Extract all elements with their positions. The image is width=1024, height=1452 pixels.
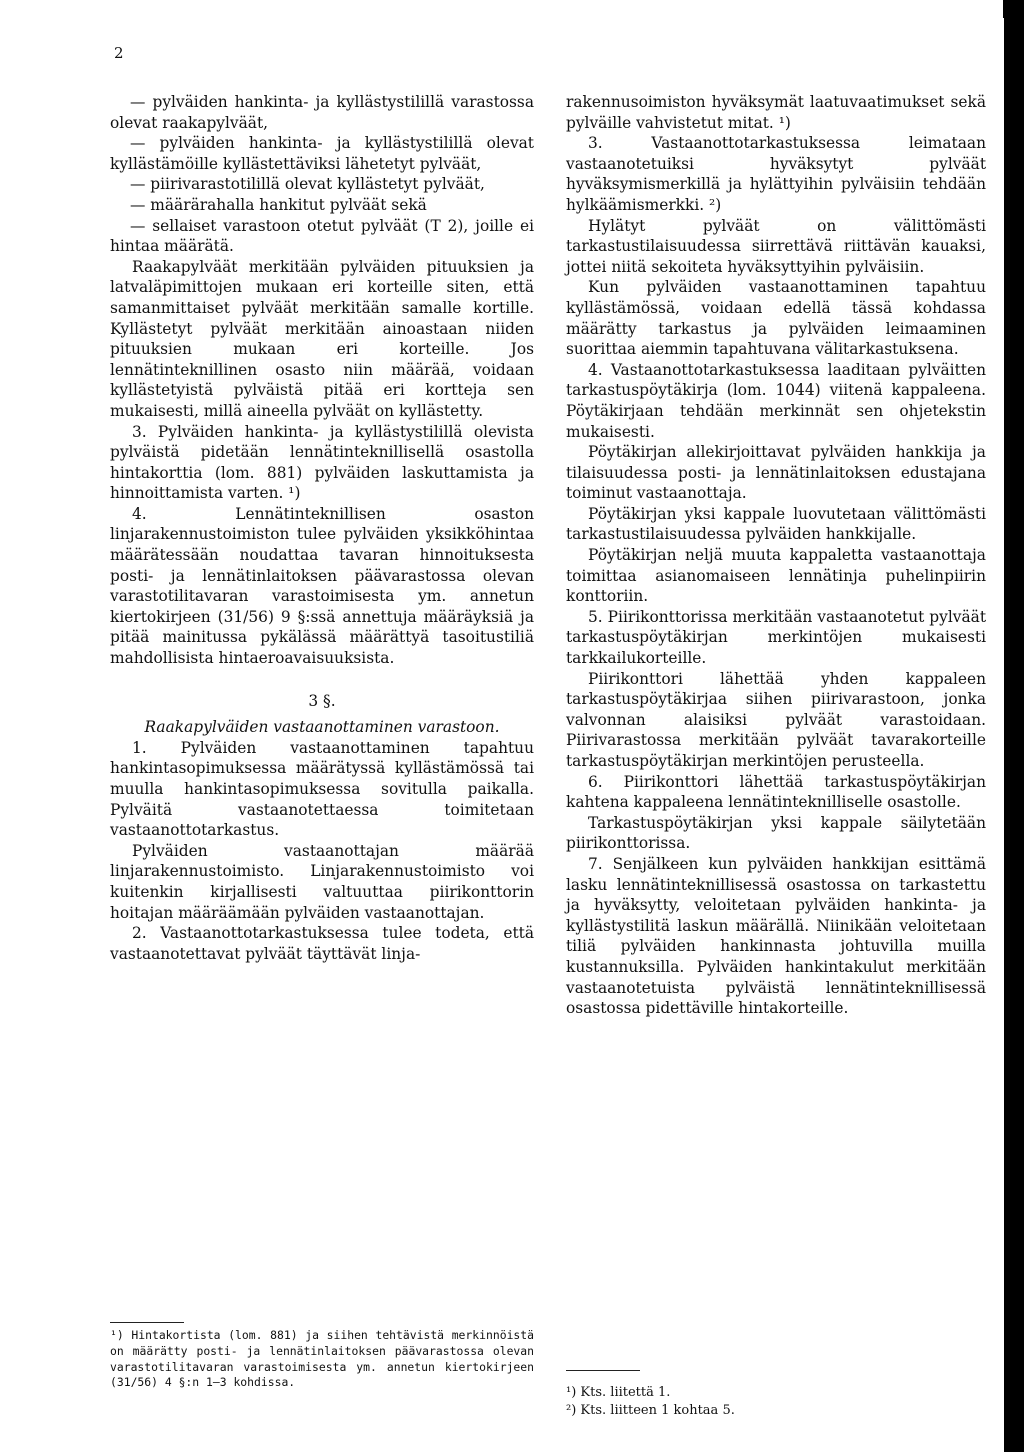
paragraph: 7. Senjälkeen kun pylväiden hankkijan esittämä lasku lennätinteknillisessä osastossa on tarkastettu ja hyväksytty, veloitetaan pylväiden hankinta- ja kyllästystilitä laskun määrällä. Niinikään veloitetaan tiliä pylväiden hankinnasta johtuvilla muilla kustannuksilla. Pylväiden hankintakulut merkitään vastaanotetuista pylväistä lennätinteknillisessä osastossa pidettäville hintakorteille. — [566, 854, 986, 1018]
paragraph: 1. Pylväiden vastaanottaminen tapahtuu hankintasopimuksessa määrätyssä kyllästämössä tai muulla hankintasopimuksessa sovitulla paikalla. Pylväitä vastaanotettaessa toimitetaan vastaanottotarkastus. — [110, 738, 534, 840]
paragraph: 4. Lennätinteknillisen osaston linjarakennustoimiston tulee pylväiden yksikköhintaa määrätessään noudattaa tavaran hinnoituksesta posti- ja lennätinlaitoksen päävarastossa olevan varastotilitavaran varastoimisesta ym. annetun kiertokirjeen (31/56) 9 §:ssä annettuja määräyksiä ja pitää mainitussa pykälässä määrättyä tasoitustiliä mahdollisista hintaeroavaisuuksista. — [110, 504, 534, 668]
scan-edge-strip — [988, 18, 1004, 1452]
page-number: 2 — [114, 44, 124, 62]
footnote: ²) Kts. liitteen 1 kohtaa 5. — [566, 1403, 735, 1418]
paragraph: 5. Piirikonttorissa merkitään vastaanotetut pylväät tarkastuspöytäkirjan merkintöjen mukaisesti tarkkailukorteille. — [566, 607, 986, 668]
paragraph: rakennusoimiston hyväksymät laatuvaatimukset sekä pylväille vahvistetut mitat. ¹) — [566, 93, 986, 132]
paragraph: 4. Vastaanottotarkastuksessa laaditaan pylväitten tarkastuspöytäkirja (lom. 1044) viitenä kappaleena. Pöytäkirjaan tehdään merkinnät sen ohjetekstin mukaisesti. — [566, 360, 986, 441]
paragraph: Hylätyt pylväät on välittömästi tarkastustilaisuudessa siirrettävä riittävän kauaksi, jottei niitä sekoiteta hyväksyttyihin pylväisiin. — [566, 216, 986, 276]
footnote-divider — [110, 1322, 184, 1323]
paragraph: 6. Piirikonttori lähettää tarkastuspöytäkirjan kahtena kappaleena lennätinteknilliselle osastolle. — [566, 772, 986, 812]
footnote-divider — [566, 1370, 640, 1371]
paragraph: Pöytäkirjan neljä muuta kappaletta vastaanottaja toimittaa asianomaiseen lennätinja puhelinpiirin konttoriin. — [566, 546, 986, 606]
paragraph: Pöytäkirjan allekirjoittavat pylväiden hankkija ja tilaisuudessa posti- ja lennätinlaitoksen edustajana toiminut vastaanottaja. — [566, 443, 986, 503]
paragraph: 3. Vastaanottotarkastuksessa leimataan vastaanotetuiksi hyväksytyt pylväät hyväksymismerkillä ja hylättyihin pylväisiin tehdään hylkäämismerkki. ²) — [566, 134, 986, 214]
right-column — [566, 92, 986, 1019]
section-title: Raakapylväiden vastaanottaminen varastoon. — [144, 718, 500, 737]
paragraph: Raakapylväät merkitään pylväiden pituuksien ja latvaläpimittojen mukaan eri korteille siten, että samanmittaiset pylväät merkitään samalle kortille. Kyllästetyt pylväät merkitään ainoastaan niiden pituuksien mukaan eri korteille. Jos lennätinteknillinen osasto niin määrää, voidaan kyllästetyistä pylväistä pitää eri kortteja sen mukaisesti, millä aineella pylväät on kyllästetty. — [110, 257, 534, 420]
paragraph: 2. Vastaanottotarkastuksessa tulee todeta, että vastaanotettavat pylväät täyttävät linja- — [110, 924, 534, 963]
paragraph: — piirivarastotilillä olevat kyllästetyt pylväät, — [130, 175, 485, 194]
footnote: ¹) Kts. liitettä 1. — [566, 1385, 671, 1400]
paragraph: Piirikonttori lähettää yhden kappaleen tarkastuspöytäkirjaa siihen piirivarastoon, jonka valvonnan alaisiksi pylväät varastoidaan. Piirivarastossa merkitään pylväät tavarakorteille tarkastuspöytäkirjan merkintöjen perusteella. — [566, 669, 986, 770]
paragraph: — pylväiden hankinta- ja kyllästystilillä olevat kyllästämöille kyllästettäviksi lähetetyt pylväät, — [110, 134, 534, 173]
section-number: 3 §. — [308, 691, 336, 710]
paragraph: Pylväiden vastaanottajan määrää linjarakennustoimisto. Linjarakennustoimisto voi kuitenkin kirjallisesti valtuuttaa piirikonttorin hoitajan määräämään pylväiden vastaanottajan. — [110, 841, 534, 922]
paragraph: Tarkastuspöytäkirjan yksi kappale säilytetään piirikonttorissa. — [566, 813, 986, 853]
paragraph: — sellaiset varastoon otetut pylväät (T 2), joille ei hintaa määrätä. — [110, 216, 534, 256]
footnotes-right — [566, 1384, 966, 1420]
paragraph: — määrärahalla hankitut pylväät sekä — [130, 195, 427, 214]
paragraph: 3. Pylväiden hankinta- ja kyllästystilillä olevista pylväistä pidetään lennätinteknillisellä osastolla hintakorttia (lom. 881) pylväiden laskuttamista ja hinnoittamista varten. ¹) — [110, 422, 534, 503]
footnote-left: ¹) Hintakortista (lom. 881) ja siihen tehtävistä merkinnöistä on määrätty posti- ja lennätinlaitoksen päävarastossa olevan varastotilitavaran varastoimisesta ym. annetun kiertokirjeen (31/56) 4 §:n 1—3 kohdissa. — [110, 1328, 534, 1390]
paragraph: Pöytäkirjan yksi kappale luovutetaan välittömästi tarkastustilaisuudessa pylväiden hankkijalle. — [566, 504, 986, 544]
paragraph: — pylväiden hankinta- ja kyllästystilillä varastossa olevat raakapylväät, — [110, 93, 534, 132]
paragraph: Kun pylväiden vastaanottaminen tapahtuu kyllästämössä, voidaan edellä tässä kohdassa määrätty tarkastus ja pylväiden leimaaminen suorittaa aiemmin tapahtuvana välitarkastuksena. — [566, 278, 986, 359]
left-column — [110, 92, 534, 964]
